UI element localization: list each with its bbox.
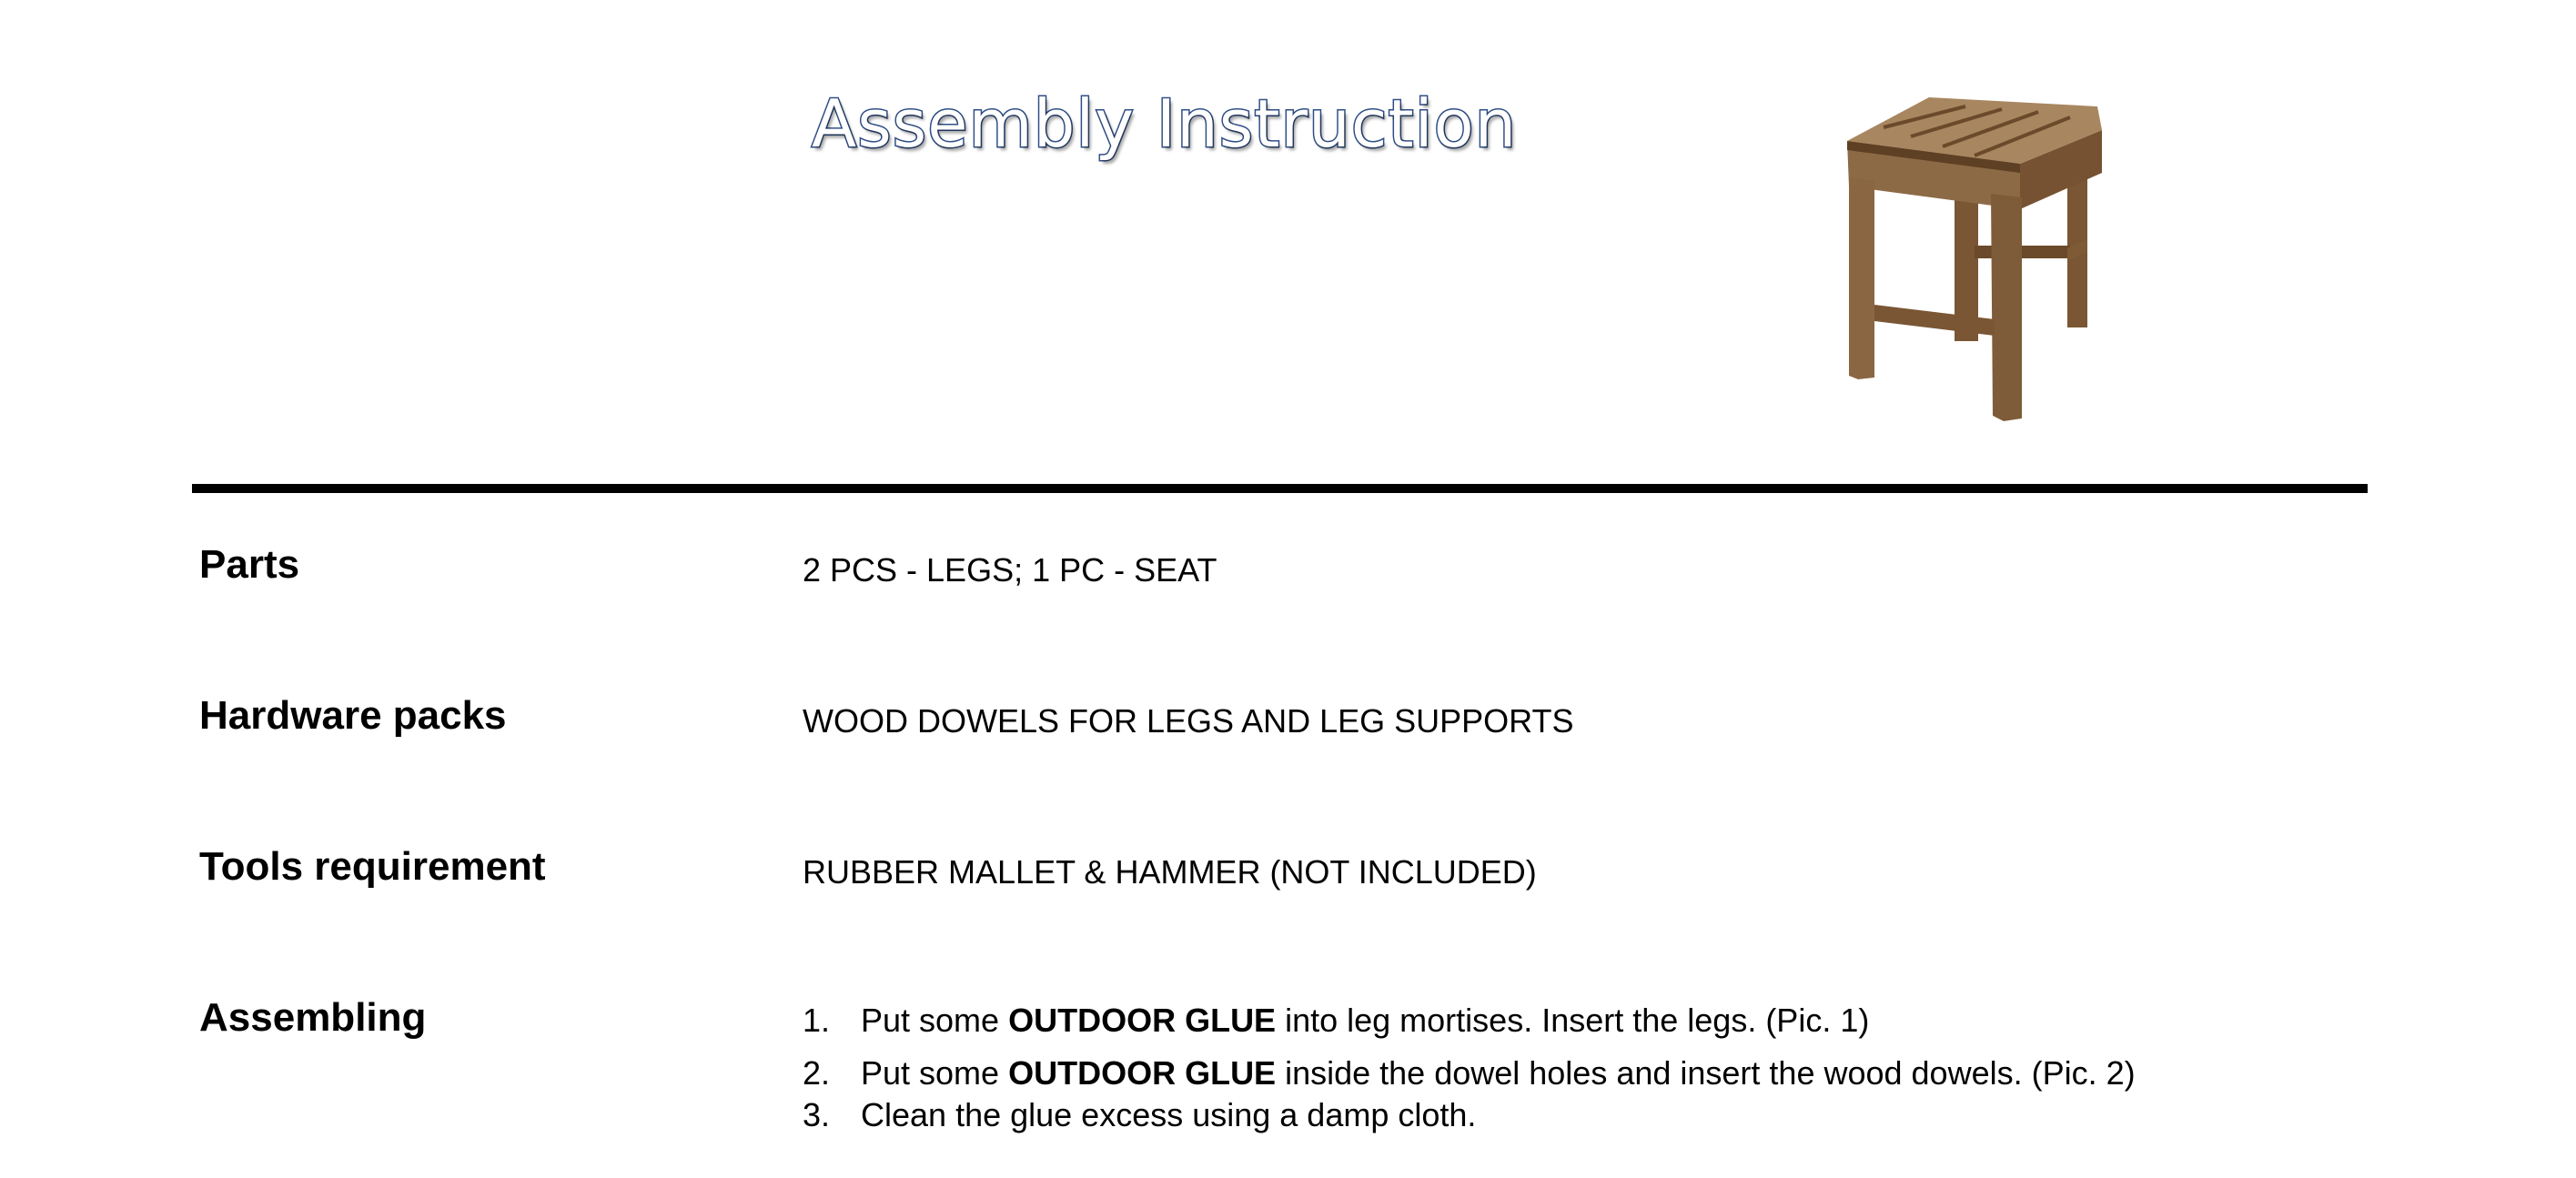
stool-image <box>1829 86 2138 432</box>
back-stretcher <box>1975 246 2070 258</box>
section-divider <box>192 484 2368 493</box>
step-text: Clean the glue excess using a damp cloth. <box>861 1096 1477 1133</box>
parts-value: 2 PCS - LEGS; 1 PC - SEAT <box>803 551 1217 589</box>
front-left-leg <box>1849 177 1874 379</box>
page-title: Assembly Instruction <box>812 86 1518 162</box>
step-text: Put some OUTDOOR GLUE into leg mortises. Insert the legs. (Pic. 1) <box>861 1002 1870 1039</box>
tools-requirement-value: RUBBER MALLET & HAMMER (NOT INCLUDED) <box>803 853 1537 891</box>
parts-label: Parts <box>199 542 300 587</box>
hardware-packs-value: WOOD DOWELS FOR LEGS AND LEG SUPPORTS <box>803 702 1574 740</box>
step-text: Put some OUTDOOR GLUE inside the dowel holes and insert the wood dowels. (Pic. 2) <box>861 1054 2136 1092</box>
step-item <box>803 1050 2136 1097</box>
step-number: 1. <box>803 1002 831 1039</box>
step-item <box>803 997 2136 1044</box>
assembling-label: Assembling <box>199 995 427 1040</box>
step-item <box>803 1092 2136 1139</box>
step-number: 2. <box>803 1054 831 1092</box>
front-right-leg <box>1991 194 2022 421</box>
tools-requirement-label: Tools requirement <box>199 844 546 889</box>
step-number: 3. <box>803 1096 831 1133</box>
hardware-packs-label: Hardware packs <box>199 693 507 738</box>
assembly-steps <box>803 997 2136 1139</box>
